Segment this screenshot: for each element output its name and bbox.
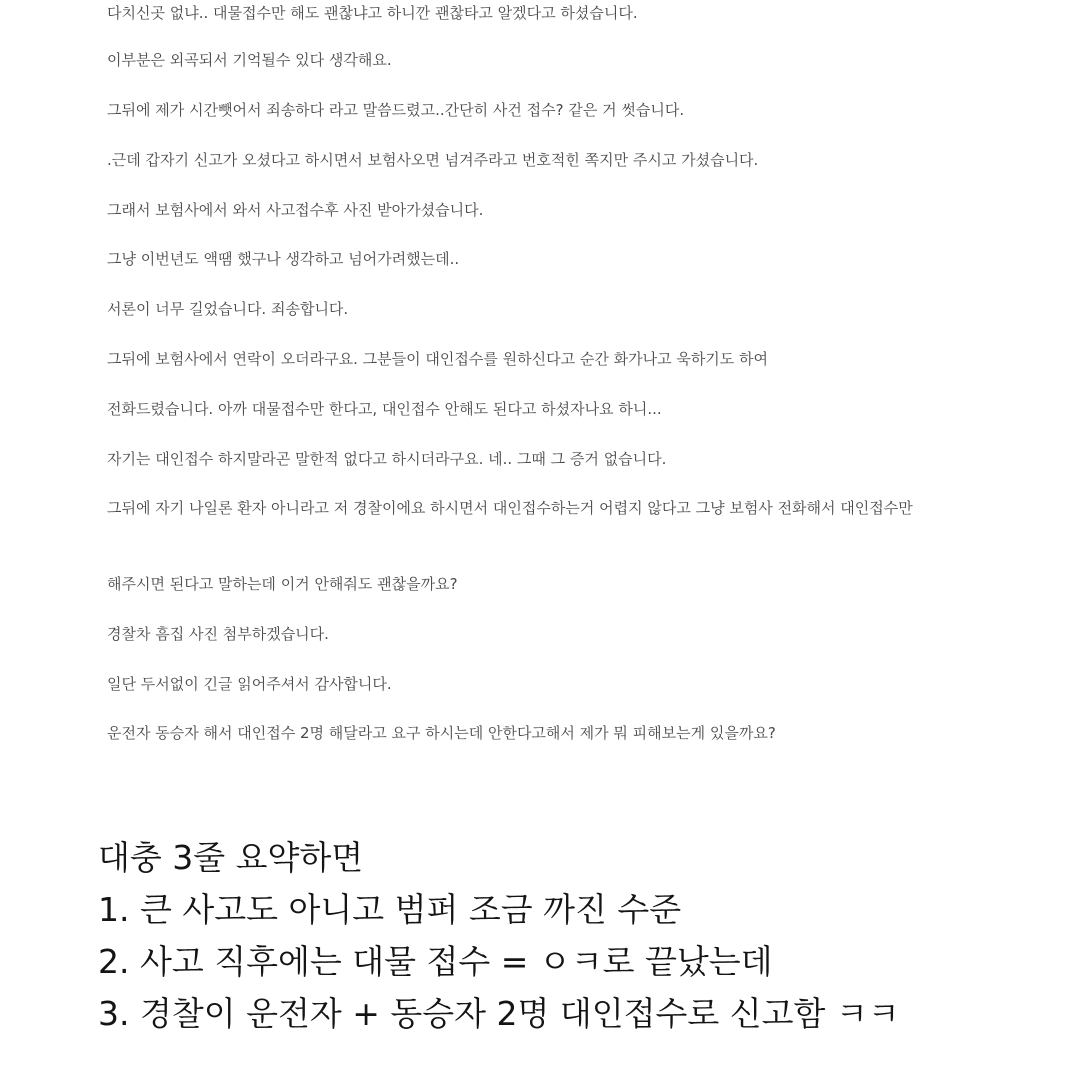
post-paragraph-11: 그뒤에 자기 나일론 환자 아니라고 저 경찰이에요 하시면서 대인접수하는거 어렵지 않다고 그냥 보험사 전화해서 대인접수만 [107, 499, 913, 517]
post-paragraph-15: 운전자 동승자 해서 대인접수 2명 해달라고 요구 하시는데 안한다고해서 제가 뭐 피해보는게 있을까요? [107, 724, 776, 742]
post-paragraph-1: 다치신곳 없냐.. 대물접수만 해도 괜찮냐고 하니깐 괜찮타고 알겠다고 하셨습니다. [107, 4, 638, 22]
post-paragraph-10: 자기는 대인접수 하지말라곤 말한적 없다고 하시더라구요. 네.. 그때 그 증거 없습니다. [107, 450, 667, 468]
summary-item-2: 2. 사고 직후에는 대물 접수 = ㅇㅋ로 끝났는데 [98, 942, 773, 981]
post-paragraph-3: 그뒤에 제가 시간뺏어서 죄송하다 라고 말씀드렸고..간단히 사건 접수? 같은 거 썻습니다. [107, 101, 685, 119]
post-paragraph-8: 그뒤에 보험사에서 연락이 오더라구요. 그분들이 대인접수를 원하신다고 순간 화가나고 욱하기도 하여 [107, 350, 769, 368]
summary-heading: 대충 3줄 요약하면 [98, 838, 364, 877]
post-paragraph-2: 이부분은 외곡되서 기억될수 있다 생각해요. [107, 51, 392, 69]
post-paragraph-9: 전화드렸습니다. 아까 대물접수만 한다고, 대인접수 안해도 된다고 하셨자나요 하니... [107, 400, 662, 418]
post-paragraph-6: 그냥 이번년도 액땜 했구나 생각하고 넘어가려했는데.. [107, 250, 460, 268]
post-paragraph-14: 일단 두서없이 긴글 읽어주셔서 감사합니다. [107, 675, 392, 693]
post-paragraph-13: 경찰차 흠집 사진 첨부하겠습니다. [107, 625, 329, 643]
post-paragraph-7: 서론이 너무 길었습니다. 죄송합니다. [107, 300, 349, 318]
summary-item-3: 3. 경찰이 운전자 + 동승자 2명 대인접수로 신고함 ㅋㅋ [98, 994, 900, 1033]
post-paragraph-5: 그래서 보험사에서 와서 사고접수후 사진 받아가셨습니다. [107, 201, 484, 219]
post-paragraph-4: .근데 갑자기 신고가 오셨다고 하시면서 보험사오면 넘겨주라고 번호적힌 쪽지만 주시고 가셨습니다. [107, 151, 759, 169]
summary-block [98, 832, 1058, 1040]
summary-item-1: 1. 큰 사고도 아니고 범퍼 조금 까진 수준 [98, 890, 682, 929]
post-paragraph-12: 해주시면 된다고 말하는데 이거 안해줘도 괜찮을까요? [107, 575, 458, 593]
